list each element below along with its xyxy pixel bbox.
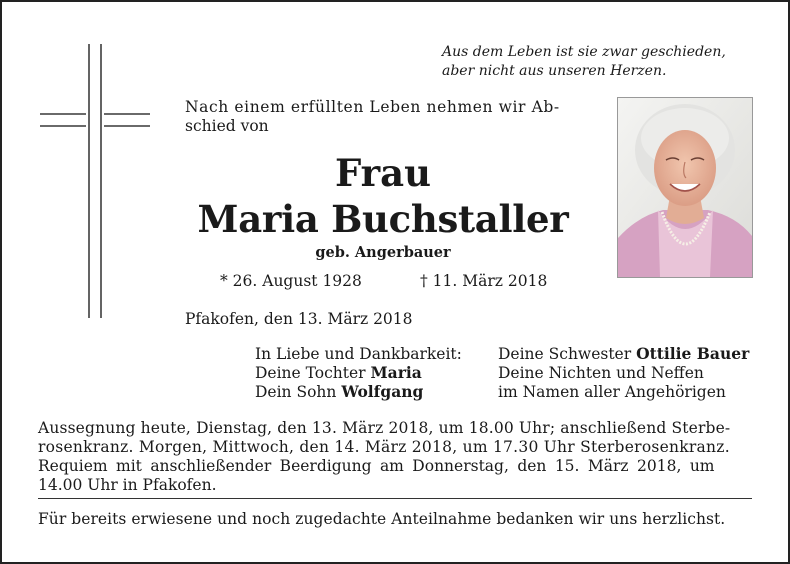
mourner-right-3: im Namen aller Angehörigen bbox=[498, 383, 726, 401]
place-date: Pfakofen, den 13. März 2018 bbox=[185, 310, 413, 328]
mourner-left-1: In Liebe und Dankbarkeit: bbox=[255, 345, 462, 363]
mourner-left-2: Deine Tochter Maria bbox=[255, 363, 422, 382]
motto-line-1: Aus dem Leben ist sie zwar geschieden, bbox=[442, 44, 726, 60]
death-date: † 11. März 2018 bbox=[420, 272, 548, 290]
mourner-right-2: Deine Nichten und Neffen bbox=[498, 364, 704, 382]
birth-date: * 26. August 1928 bbox=[220, 272, 362, 290]
mourner-right-1: Deine Schwester Ottilie Bauer bbox=[498, 344, 750, 363]
salutation: Frau bbox=[335, 151, 431, 195]
divider bbox=[38, 498, 752, 499]
maiden-name: geb. Angerbauer bbox=[315, 244, 451, 261]
deceased-name: Maria Buchstaller bbox=[197, 197, 569, 241]
thanks-line: Für bereits erwiesene und noch zugedachte Anteilnahme bedanken wir uns herzlichst. bbox=[38, 510, 726, 528]
portrait-photo bbox=[617, 97, 753, 278]
service-line-2: rosenkranz. Morgen, Mittwoch, den 14. März 2018, um 17.30 Uhr Sterberosenkranz. bbox=[38, 438, 730, 456]
mourner-left-3: Dein Sohn Wolfgang bbox=[255, 382, 424, 401]
service-line-3: Requiem mit anschließender Beerdigung am Donnerstag, den 15. März 2018, um bbox=[38, 457, 715, 475]
intro-line-2: schied von bbox=[185, 117, 269, 135]
service-line-1: Aussegnung heute, Dienstag, den 13. März 2018, um 18.00 Uhr; anschließend Sterbe- bbox=[38, 419, 731, 437]
intro-line-1: Nach einem erfüllten Leben nehmen wir Ab- bbox=[185, 98, 560, 116]
cross-icon bbox=[38, 42, 152, 322]
service-line-4: 14.00 Uhr in Pfakofen. bbox=[38, 476, 217, 494]
motto-line-2: aber nicht aus unseren Herzen. bbox=[442, 63, 667, 79]
